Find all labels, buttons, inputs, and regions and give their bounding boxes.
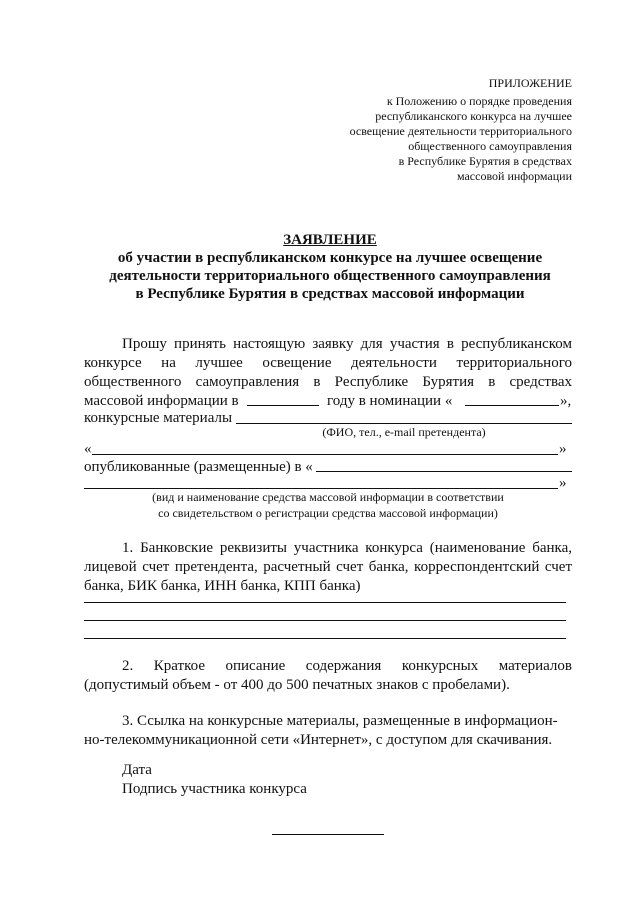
media-hint: со свидетельством о регистрации средства массовой информации) <box>158 506 498 520</box>
nomination-label: году в номинации « <box>327 393 453 409</box>
request-line: общественного самоуправления в Республике Бурятия в средствах <box>84 374 572 390</box>
media-hint: (вид и наименование средства массовой информации в соответствии <box>152 490 504 504</box>
applicant-blank[interactable] <box>236 423 572 424</box>
appendix-line: республиканского конкурса на лучшее <box>375 109 572 123</box>
signature-label: Подпись участника конкурса <box>122 781 307 797</box>
signature-line[interactable] <box>272 834 384 835</box>
year-blank[interactable] <box>247 405 319 406</box>
bank-line: 1. Банковские реквизиты участника конкурса (наименование банка, <box>122 540 572 556</box>
bank-blank[interactable] <box>84 638 566 639</box>
summary-line: 2. Краткое описание содержания конкурсных материалов <box>122 658 572 674</box>
fio-hint: (ФИО, тел., e-mail претендента) <box>322 425 486 439</box>
title-line: в Республике Бурятия в средствах массовой информации <box>135 286 525 302</box>
request-line-year: массовой информации в <box>84 393 239 409</box>
appendix-line: к Положению о порядке проведения <box>386 94 572 108</box>
close-quote: » <box>559 441 567 457</box>
date-label: Дата <box>122 762 152 778</box>
published-label: опубликованные (размещенные) в « <box>84 459 313 475</box>
materials-label: конкурсные материалы <box>84 410 233 426</box>
open-quote: « <box>84 441 92 457</box>
media-blank-2[interactable] <box>84 488 558 489</box>
link-line: 3. Ссылка на конкурсные материалы, размещенные в информацион- <box>122 713 558 729</box>
appendix-line: освещение деятельности территориального <box>349 124 572 138</box>
link-line: но-телекоммуникационной сети «Интернет», с доступом для скачивания. <box>84 732 553 748</box>
nomination-blank[interactable] <box>465 405 559 406</box>
bank-blank[interactable] <box>84 602 566 603</box>
appendix-line: массовой информации <box>456 169 572 183</box>
request-line: Прошу принять настоящую заявку для участия в республиканском <box>122 336 572 352</box>
close-quote-2: » <box>559 475 567 491</box>
document-title: ЗАЯВЛЕНИЕ <box>283 232 377 248</box>
title-line: об участии в республиканском конкурсе на лучшее освещение <box>117 250 543 266</box>
appendix-line: общественного самоуправления <box>408 139 572 153</box>
bank-line: лицевой счет претендента, расчетный счет банка, корреспондентский счет <box>84 559 572 575</box>
materials-title-blank[interactable] <box>92 454 558 455</box>
media-blank[interactable] <box>316 471 572 472</box>
appendix-heading: ПРИЛОЖЕНИЕ <box>488 76 572 90</box>
request-line: конкурсе на лучшее освещение деятельности территориального <box>84 355 572 371</box>
bank-blank[interactable] <box>84 620 566 621</box>
bank-line: банка, БИК банка, ИНН банка, КПП банка) <box>84 578 361 594</box>
nomination-close: », <box>560 393 572 409</box>
summary-line: (допустимый объем - от 400 до 500 печатных знаков с пробелами). <box>84 677 510 693</box>
title-line: деятельности территориального общественного самоуправления <box>109 268 551 284</box>
appendix-line: в Республике Бурятия в средствах <box>398 154 572 168</box>
